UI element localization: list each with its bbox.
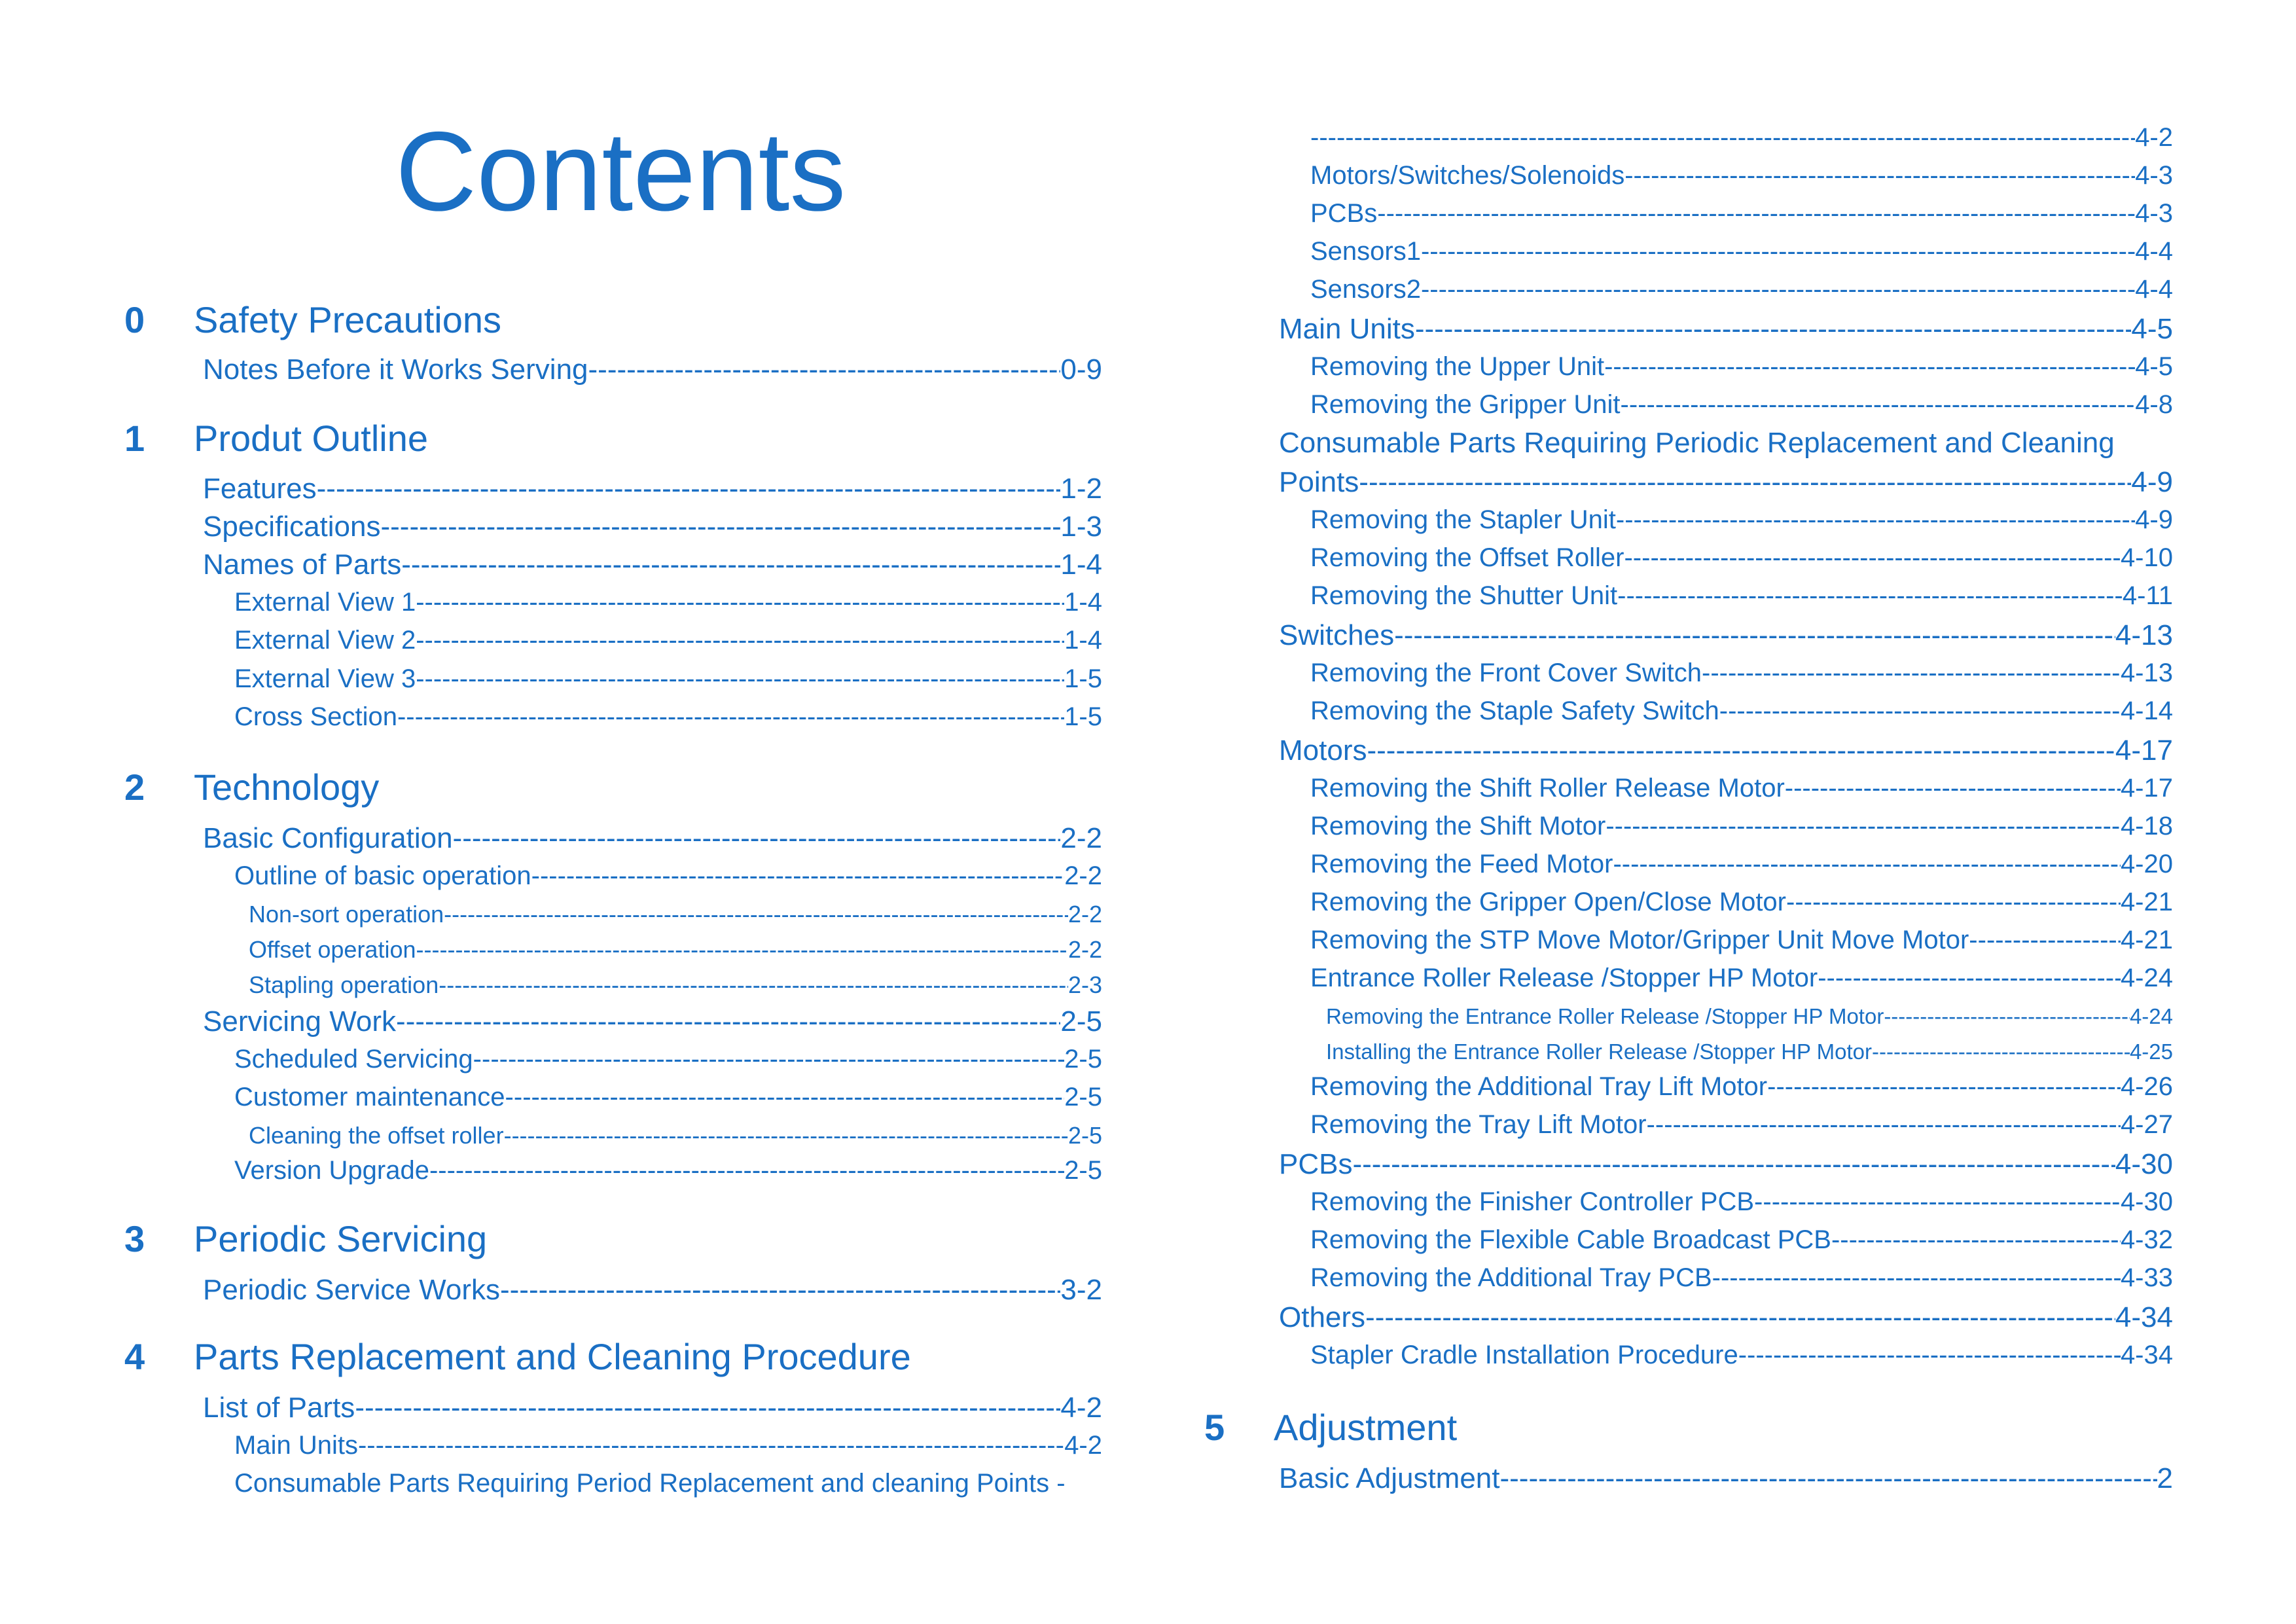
chapter-title: Produt Outline — [194, 418, 428, 459]
toc-entry-label: Removing the Gripper Unit — [1310, 390, 1621, 419]
toc-entry[interactable] — [234, 1156, 1102, 1185]
toc-entry-label: Others — [1279, 1301, 1366, 1333]
chapter-number: 3 — [124, 1218, 145, 1259]
dot-leader — [317, 473, 1061, 505]
toc-entry-label: Main Units — [1279, 313, 1415, 345]
toc-entry[interactable] — [234, 1083, 1102, 1112]
chapter-title: Periodic Servicing — [194, 1218, 488, 1259]
toc-entry-label: Entrance Roller Release /Stopper HP Motor — [1310, 964, 1818, 992]
toc-entry[interactable] — [249, 901, 1102, 928]
dot-leader — [396, 1005, 1060, 1038]
chapter-0-heading[interactable] — [124, 298, 501, 341]
toc-entry[interactable] — [1279, 313, 2173, 346]
dot-leader — [1969, 926, 2121, 955]
chapter-number: 5 — [1204, 1407, 1225, 1448]
toc-entry-page: 1-3 — [1060, 511, 1102, 543]
dot-leader — [1702, 659, 2121, 688]
toc-entry-label: Removing the Front Cover Switch — [1310, 659, 1702, 687]
chapter-4-heading[interactable] — [124, 1335, 911, 1378]
toc-entry[interactable] — [1279, 466, 2173, 499]
toc-entry[interactable] — [1310, 543, 2173, 573]
toc-entry-label: Scheduled Servicing — [234, 1045, 473, 1074]
toc-entry[interactable] — [1310, 1072, 2173, 1102]
toc-entry-page: 2-5 — [1064, 1045, 1102, 1074]
toc-entry-page: 4-3 — [2135, 199, 2173, 228]
toc-entry[interactable] — [1310, 774, 2173, 803]
toc-entry-label: Removing the Finisher Controller PCB — [1310, 1187, 1755, 1216]
chapter-number: 1 — [124, 418, 145, 459]
toc-entry-page: 1-4 — [1064, 588, 1102, 617]
toc-entry-label: Removing the Offset Roller — [1310, 543, 1624, 572]
toc-entry[interactable] — [1310, 237, 2173, 266]
dot-leader — [444, 901, 1068, 928]
toc-entry-label: Notes Before it Works Serving — [203, 353, 588, 386]
toc-entry-page: 4-4 — [2135, 237, 2173, 266]
chapter-title: Adjustment — [1274, 1407, 1458, 1448]
toc-entry-page: 2 — [2157, 1462, 2173, 1494]
toc-entry-label: Removing the Entrance Roller Release /Stopper HP Motor — [1326, 1004, 1884, 1028]
chapter-number: 4 — [124, 1336, 145, 1377]
toc-entry-label: Servicing Work — [203, 1005, 397, 1038]
chapter-2-heading[interactable] — [124, 766, 379, 808]
toc-entry-page: 4-14 — [2120, 696, 2173, 725]
toc-entry-label: List of Parts — [203, 1392, 355, 1424]
dot-leader — [355, 1392, 1060, 1424]
toc-entry-page: 4-9 — [2131, 466, 2173, 498]
toc-entry-label: Cross Section — [234, 702, 397, 731]
toc-entry[interactable] — [1310, 888, 2173, 917]
toc-entry-label: Removing the Shift Motor — [1310, 812, 1606, 840]
dot-leader — [1352, 1148, 2115, 1181]
dot-leader — [1365, 1301, 2115, 1334]
toc-entry-page: 4-9 — [2135, 505, 2173, 534]
toc-entry[interactable] — [1326, 1039, 2173, 1064]
chapter-number: 0 — [124, 299, 145, 340]
toc-entry-page: 4-21 — [2120, 926, 2173, 954]
toc-entry-page: 1-5 — [1064, 664, 1102, 693]
toc-entry-page: 4-27 — [2120, 1110, 2173, 1139]
dot-leader — [1754, 1187, 2121, 1217]
toc-entry[interactable] — [203, 473, 1102, 505]
toc-entry[interactable] — [234, 1469, 1066, 1498]
toc-entry-page: 4-10 — [2120, 543, 2173, 572]
toc-entry-page: 2-2 — [1067, 936, 1102, 963]
toc-entry[interactable] — [1310, 1110, 2173, 1140]
toc-entry-label: Offset operation — [249, 936, 416, 963]
dot-leader — [358, 1431, 1064, 1460]
dot-leader — [1786, 888, 2121, 917]
dot-leader — [1604, 352, 2135, 382]
chapter-1-heading[interactable] — [124, 417, 428, 460]
toc-entry-label: Points — [1279, 466, 1359, 498]
dot-leader — [500, 1274, 1060, 1307]
toc-entry-label: Outline of basic operation — [234, 861, 531, 890]
toc-entry-page: 4-17 — [2120, 774, 2173, 803]
toc-entry-label: Customer maintenance — [234, 1083, 505, 1111]
toc-entry[interactable] — [234, 664, 1102, 694]
dot-leader — [1712, 1263, 2121, 1293]
toc-entry-page: 4-20 — [2120, 850, 2173, 878]
toc-entry[interactable] — [1310, 812, 2173, 841]
toc-entry-page: 2-2 — [1060, 822, 1102, 854]
toc-entry-label: Switches — [1279, 619, 1395, 651]
toc-entry-page: 2-5 — [1060, 1005, 1102, 1038]
toc-entry[interactable] — [203, 1274, 1102, 1307]
dot-leader — [380, 511, 1060, 543]
dot-leader — [1605, 812, 2121, 841]
dot-leader — [473, 1045, 1065, 1074]
toc-entry-label: PCBs — [1310, 199, 1378, 228]
dot-leader — [1719, 696, 2121, 726]
toc-entry-page: 1-2 — [1060, 473, 1102, 505]
toc-entry-label: External View 1 — [234, 588, 416, 617]
toc-entry[interactable] — [1279, 734, 2173, 767]
toc-entry-page: 2-2 — [1064, 861, 1102, 890]
toc-entry-label: Stapling operation — [249, 971, 439, 998]
toc-entry[interactable] — [1310, 850, 2173, 879]
toc-entry-label: Stapler Cradle Installation Procedure — [1310, 1341, 1738, 1369]
toc-entry[interactable] — [249, 936, 1102, 964]
chapter-title: Parts Replacement and Cleaning Procedure — [194, 1336, 911, 1377]
dot-leader — [1785, 774, 2121, 803]
toc-entry-label: External View 2 — [234, 626, 416, 655]
dot-leader — [1500, 1462, 2157, 1495]
toc-entry-page: 4-2 — [1060, 1392, 1102, 1424]
toc-entry[interactable] — [1310, 659, 2173, 688]
toc-entry-label: Removing the Tray Lift Motor — [1310, 1110, 1647, 1139]
toc-entry-page: 4-8 — [2135, 390, 2173, 419]
toc-entry-page: 4-30 — [2115, 1148, 2173, 1180]
toc-entry-page: 4-34 — [2120, 1341, 2173, 1369]
chapter-3-heading[interactable] — [124, 1218, 487, 1260]
toc-entry[interactable] — [1310, 1341, 2173, 1370]
toc-entry-page: 0-9 — [1060, 353, 1102, 386]
toc-entry-label: PCBs — [1279, 1148, 1353, 1180]
toc-entry-label: Removing the Stapler Unit — [1310, 505, 1616, 534]
toc-entry-label: Sensors2 — [1310, 275, 1421, 304]
toc-entry-label: Removing the Staple Safety Switch — [1310, 696, 1719, 725]
toc-entry[interactable] — [1279, 1462, 2173, 1495]
dot-leader — [505, 1083, 1065, 1112]
toc-entry-label: Removing the Upper Unit — [1310, 352, 1605, 381]
toc-entry-page: 4-24 — [2129, 1004, 2173, 1028]
dot-leader — [1624, 543, 2120, 573]
toc-entry[interactable] — [234, 1045, 1102, 1074]
toc-entry[interactable] — [203, 549, 1102, 581]
page-title: Contents — [395, 109, 846, 234]
dot-leader — [1647, 1110, 2121, 1140]
toc-entry-label: Basic Adjustment — [1279, 1462, 1500, 1494]
dot-leader — [1613, 850, 2120, 879]
toc-entry-label: Sensors1 — [1310, 237, 1421, 266]
toc-entry-page: 4-30 — [2120, 1187, 2173, 1216]
toc-entry[interactable] — [1310, 199, 2173, 228]
toc-entry[interactable] — [1310, 161, 2173, 190]
toc-entry-label: Non-sort operation — [249, 901, 444, 928]
toc-entry[interactable] — [1279, 427, 2115, 460]
toc-entry-page: 4-2 — [1064, 1431, 1102, 1460]
toc-entry[interactable] — [1310, 926, 2173, 955]
toc-entry-page: 2-3 — [1067, 971, 1102, 998]
toc-entry[interactable] — [1326, 1004, 2173, 1029]
toc-entry-label: External View 3 — [234, 664, 416, 693]
dot-leader — [1377, 199, 2135, 228]
toc-entry-page: 4-13 — [2115, 619, 2173, 651]
dot-leader — [1310, 123, 2135, 153]
toc-entry-page: 1-4 — [1060, 549, 1102, 581]
toc-entry[interactable] — [249, 1122, 1102, 1149]
dot-leader — [531, 861, 1065, 891]
toc-entry-page: 4-5 — [2135, 352, 2173, 381]
toc-entry-label: Consumable Parts Requiring Period Replacement and cleaning Points - — [234, 1469, 1066, 1498]
toc-entry[interactable] — [1310, 1263, 2173, 1293]
toc-entry-page: 2-5 — [1067, 1122, 1102, 1149]
toc-entry[interactable] — [1310, 581, 2173, 611]
toc-entry-label: Removing the Gripper Open/Close Motor — [1310, 888, 1786, 916]
toc-entry-label: Removing the Additional Tray PCB — [1310, 1263, 1712, 1292]
toc-entry-page: 3-2 — [1060, 1274, 1102, 1306]
toc-entry-label: Version Upgrade — [234, 1156, 429, 1185]
toc-entry[interactable] — [234, 626, 1102, 655]
dot-leader — [416, 626, 1064, 655]
toc-entry[interactable] — [234, 1431, 1102, 1460]
toc-entry-page: 4-24 — [2120, 964, 2173, 992]
toc-entry-page: 4-21 — [2120, 888, 2173, 916]
chapter-number: 2 — [124, 767, 145, 808]
toc-entry-label: Cleaning the offset roller — [249, 1122, 504, 1149]
toc-entry[interactable] — [1310, 505, 2173, 535]
toc-entry[interactable] — [1310, 1187, 2173, 1217]
toc-entry[interactable] — [1310, 275, 2173, 304]
toc-entry[interactable] — [234, 861, 1102, 891]
toc-entry-page: 4-5 — [2131, 313, 2173, 345]
toc-entry-label: Consumable Parts Requiring Periodic Replacement and Cleaning — [1279, 427, 2115, 459]
toc-entry-label: Basic Configuration — [203, 822, 453, 854]
dot-leader — [1421, 275, 2135, 304]
dot-leader — [1394, 619, 2115, 652]
toc-entry[interactable] — [1310, 352, 2173, 382]
dot-leader — [1738, 1341, 2121, 1370]
toc-entry-page: 4-34 — [2115, 1301, 2173, 1333]
chapter-5-heading[interactable] — [1204, 1406, 1457, 1449]
dot-leader — [1831, 1225, 2121, 1255]
dot-leader — [439, 971, 1068, 999]
toc-entry-label: Main Units — [234, 1431, 358, 1460]
dot-leader — [1367, 734, 2115, 767]
toc-entry-page: 2-5 — [1064, 1083, 1102, 1111]
toc-entry[interactable] — [1279, 1148, 2173, 1181]
toc-entry-page: 4-17 — [2115, 734, 2173, 767]
toc-entry-page: 4-18 — [2120, 812, 2173, 840]
dot-leader — [588, 353, 1061, 386]
dot-leader — [1767, 1072, 2121, 1102]
toc-entry-label: Periodic Service Works — [203, 1274, 500, 1306]
toc-entry[interactable] — [249, 971, 1102, 999]
dot-leader — [429, 1156, 1064, 1185]
dot-leader — [416, 588, 1064, 617]
toc-entry-label: Removing the Flexible Cable Broadcast PCB — [1310, 1225, 1831, 1254]
toc-entry-page: 4-11 — [2122, 581, 2173, 610]
toc-entry-page: 4-26 — [2120, 1072, 2173, 1101]
dot-leader — [1624, 161, 2135, 190]
toc-entry[interactable] — [1279, 619, 2173, 652]
dot-leader — [1872, 1039, 2130, 1064]
toc-entry[interactable] — [203, 1392, 1102, 1424]
dot-leader — [1359, 466, 2131, 499]
toc-entry-page: 4-2 — [2135, 123, 2173, 152]
dot-leader — [1884, 1004, 2130, 1029]
toc-entry-label: Installing the Entrance Roller Release /Stopper HP Motor — [1326, 1039, 1872, 1064]
toc-entry-label: Removing the Shift Roller Release Motor — [1310, 774, 1785, 803]
toc-entry[interactable] — [1310, 390, 2173, 420]
toc-entry-page: 4-4 — [2135, 275, 2173, 304]
toc-entry[interactable] — [1310, 964, 2173, 993]
toc-entry-label: Names of Parts — [203, 549, 402, 581]
toc-entry-label: Motors — [1279, 734, 1367, 767]
toc-entry-page: 4-32 — [2120, 1225, 2173, 1254]
toc-entry-page: 4-13 — [2120, 659, 2173, 687]
toc-entry[interactable] — [203, 511, 1102, 543]
toc-entry[interactable] — [1310, 696, 2173, 726]
toc-entry-page: 4-33 — [2120, 1263, 2173, 1292]
toc-entry-label: Removing the Shutter Unit — [1310, 581, 1618, 610]
dot-leader — [401, 549, 1060, 581]
toc-entry-page: 1-5 — [1064, 702, 1102, 731]
dot-leader — [1818, 964, 2121, 993]
toc-entry-page: 2-2 — [1067, 901, 1102, 928]
toc-entry[interactable] — [234, 702, 1102, 732]
dot-leader — [453, 822, 1061, 855]
toc-entry-page: 4-25 — [2129, 1039, 2173, 1064]
dot-leader — [416, 664, 1064, 694]
toc-entry[interactable] — [203, 1005, 1102, 1038]
toc-entry-label: Removing the Additional Tray Lift Motor — [1310, 1072, 1768, 1101]
toc-entry[interactable] — [1279, 1301, 2173, 1334]
toc-entry-page: 1-4 — [1064, 626, 1102, 655]
toc-entry-page: 2-5 — [1064, 1156, 1102, 1185]
dot-leader — [397, 702, 1064, 732]
toc-entry[interactable] — [1310, 1225, 2173, 1255]
dot-leader — [1616, 505, 2135, 535]
toc-entry-label: Removing the STP Move Motor/Gripper Unit Move Motor — [1310, 926, 1969, 954]
dot-leader — [1421, 237, 2135, 266]
toc-entry-label: Specifications — [203, 511, 381, 543]
dot-leader — [1621, 390, 2136, 420]
toc-entry-page: 4-3 — [2135, 161, 2173, 190]
chapter-title: Safety Precautions — [194, 299, 502, 340]
toc-entry-label: Features — [203, 473, 317, 505]
dot-leader — [416, 936, 1068, 964]
toc-entry[interactable] — [1310, 123, 2173, 153]
toc-entry[interactable] — [203, 822, 1102, 855]
toc-entry[interactable] — [203, 353, 1102, 386]
toc-entry-label: Motors/Switches/Solenoids — [1310, 161, 1625, 190]
chapter-title: Technology — [194, 767, 380, 808]
dot-leader — [1415, 313, 2132, 346]
dot-leader — [1617, 581, 2123, 611]
dot-leader — [504, 1122, 1068, 1149]
toc-entry[interactable] — [234, 588, 1102, 617]
toc-entry-label: Removing the Feed Motor — [1310, 850, 1613, 878]
